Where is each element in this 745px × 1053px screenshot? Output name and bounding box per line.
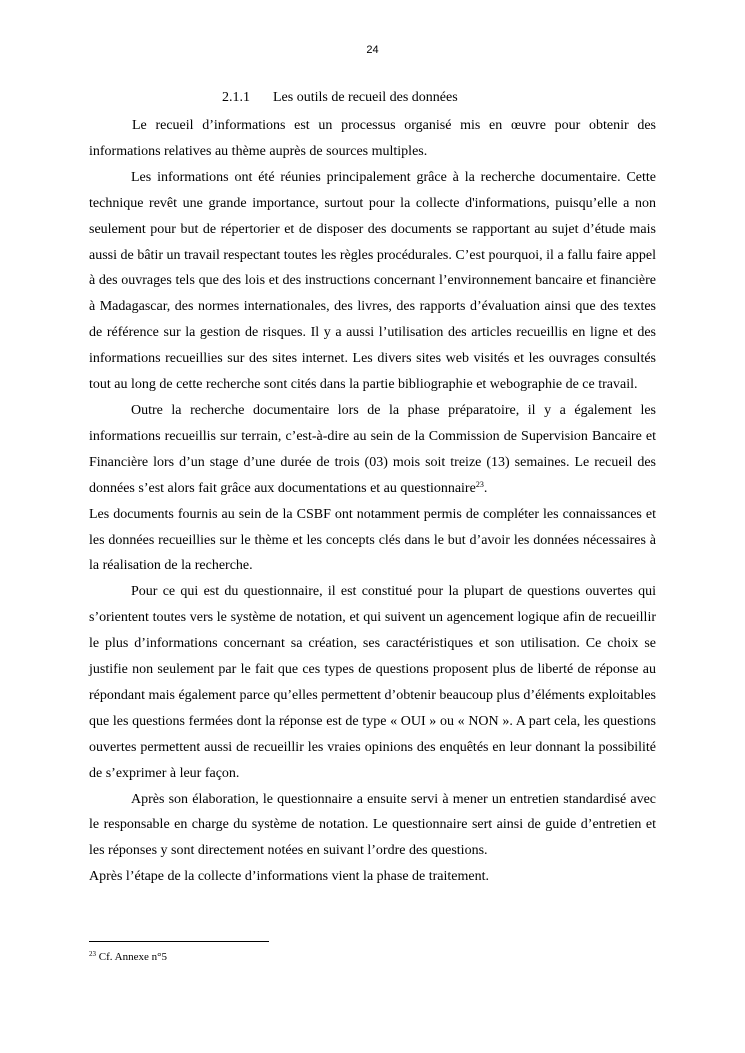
footnote-reference[interactable]: 23 — [475, 479, 484, 489]
section-number: 2.1.1 — [222, 90, 250, 105]
body-text — [89, 113, 656, 890]
paragraph-csbf-documents: Les documents fournis au sein de la CSBF ont notamment permis de compléter les connaissances et les données recueillies sur le thème et les concepts clés dans le but d’avoir les données nécessaires à la réalisation de la recherche. — [89, 506, 656, 574]
paragraph-field-research — [89, 398, 656, 502]
paragraph-field-research-text: Outre la recherche documentaire lors de la phase préparatoire, il y a également les informations recueillis sur terrain, c’est-à-dire au sein de la Commission de Supervision Bancaire et Financière lors d’un stage d’une durée de trois (03) mois soit treize (13) semaines. Le recueil des données s’est alors fait grâce aux documentations et au questionnaire — [89, 402, 656, 496]
page-number: 24 — [366, 44, 379, 56]
footnote-number: 23 — [89, 950, 96, 958]
paragraph-questionnaire: Pour ce qui est du questionnaire, il est constitué pour la plupart de questions ouvertes qui s’orientent toutes vers le système de notation, et qui suivent un agencement logique afin de recueillir le plus d’informations concernant sa création, ses caractéristiques et son utilisation. Ce choix se justifie non seulement par le fait que ces types de questions proposent plus de liberté de réponse au répondant mais également parce qu’elles permettent d’obtenir beaucoup plus d’éléments exploitables que les questions fermées dont la réponse est de type « OUI » ou « NON ». A part cela, les questions ouvertes permettent aussi de recueillir les vraies opinions des enquêtés en leur donnant la possibilité de s’exprimer à leur façon. — [89, 584, 656, 781]
footnote-text: Cf. Annexe n°5 — [98, 951, 168, 963]
footnote-separator — [89, 941, 269, 942]
footnote — [89, 950, 167, 964]
paragraph-intro: Le recueil d’informations est un processus organisé mis en œuvre pour obtenir des informations relatives au thème auprès de sources multiples. — [89, 118, 656, 159]
paragraph-processing: Après l’étape de la collecte d’informations vient la phase de traitement. — [89, 869, 490, 885]
paragraph-field-research-end: . — [483, 480, 488, 496]
paragraph-interview: Après son élaboration, le questionnaire a ensuite servi à mener un entretien standardisé avec le responsable en charge du système de notation. Le questionnaire sert ainsi de guide d’entretien et les réponses y sont directement notées en suivant l’ordre des questions. — [89, 791, 656, 859]
section-heading — [222, 89, 458, 107]
paragraph-documentary-research: Les informations ont été réunies principalement grâce à la recherche documentaire. Cette technique revêt une grande importance, surtout pour la collecte d'informations, puisqu’elle a non seulement pour but de répertorier et de disposer des documents se rapportant au sujet d’étude mais aussi de bâtir un travail respectant toutes les règles procédurales. C’est pourquoi, il a fallu faire appel à des ouvrages tels que des lois et des instructions concernant l’environnement bancaire et financière à Madagascar, des normes internationales, des livres, des rapports d’évaluation ainsi que des textes de référence sur la gestion de risques. Il y a aussi l’utilisation des articles recueillis en ligne et des informations recueillies sur des sites internet. Les divers sites web visités et les ouvrages consultés tout au long de cette recherche sont cités dans la partie bibliographie et webographie de ce travail. — [89, 169, 656, 393]
section-title: Les outils de recueil des données — [273, 90, 458, 105]
